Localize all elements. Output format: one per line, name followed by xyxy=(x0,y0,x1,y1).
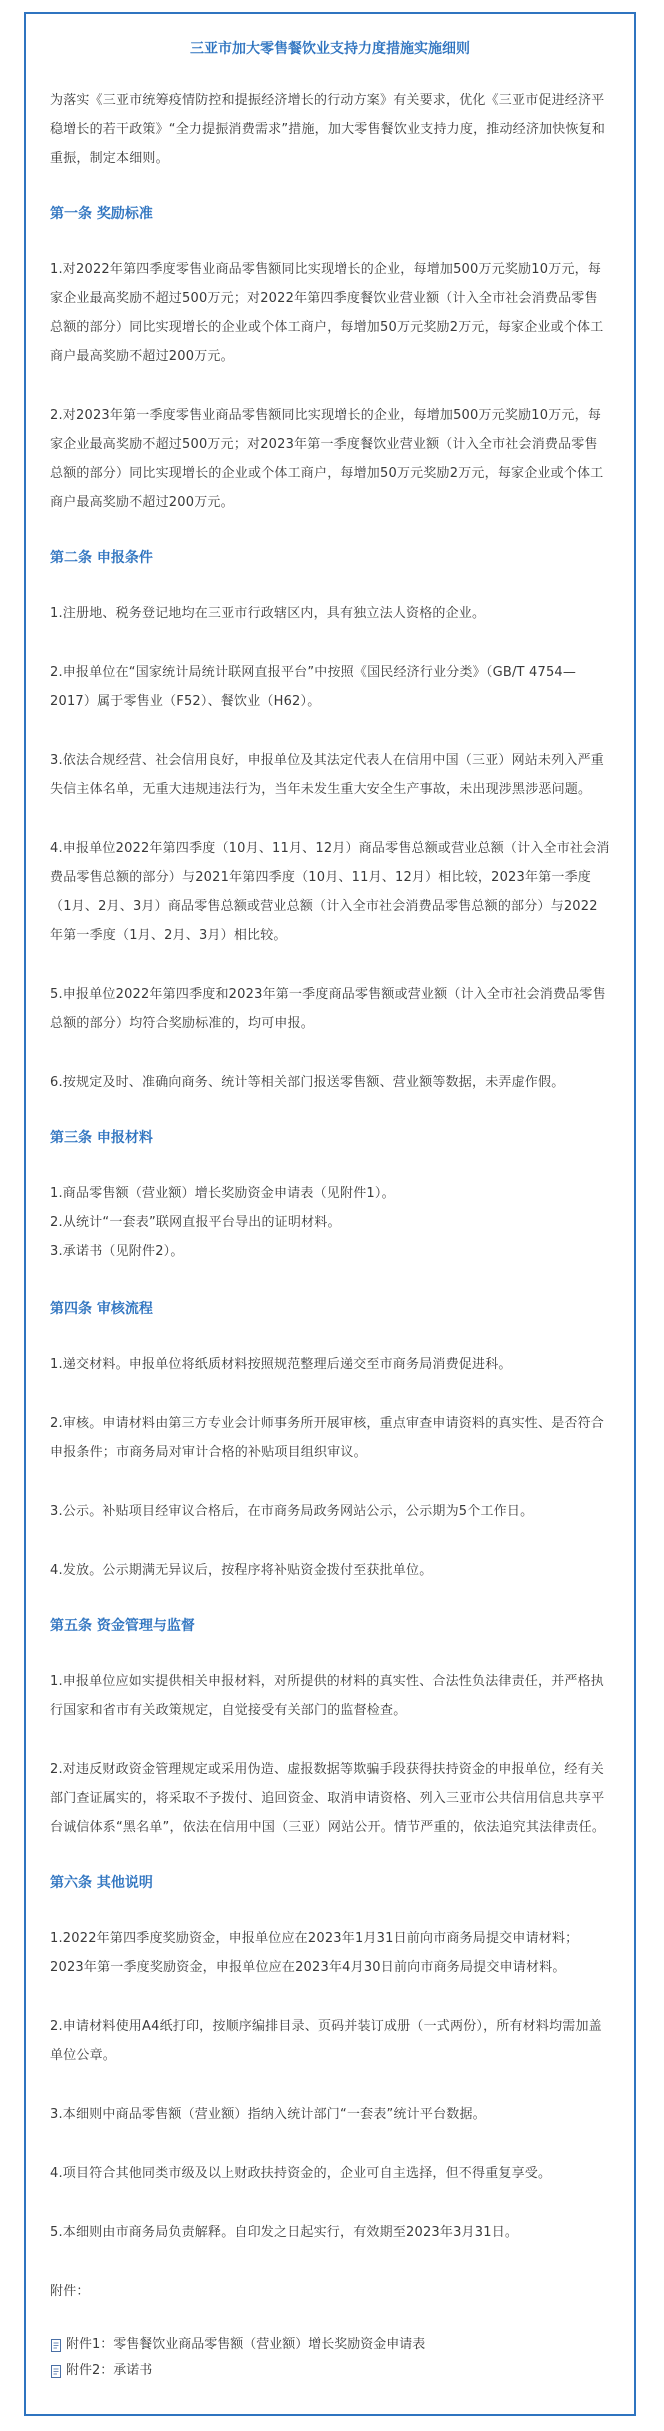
document-icon xyxy=(50,2339,63,2352)
attachments-label: 附件： xyxy=(50,2284,90,2299)
section-4-paragraph: 3.公示。补贴项目经审议合格后，在市商务局政务网站公示，公示期为5个工作日。 xyxy=(50,1504,534,1519)
section-2-paragraph: 6.按规定及时、准确向商务、统计等相关部门报送零售额、营业额等数据，未弄虚作假。 xyxy=(50,1075,565,1090)
section-3-list-item: 1.商品零售额（营业额）增长奖励资金申请表（见附件1）。 xyxy=(50,1186,395,1201)
section-1-paragraph: 2.对2023年第一季度零售业商品零售额同比实现增长的企业，每增加500万元奖励10万元，每家企业最高奖励不超过500万元；对2023年第一季度餐饮业营业额（计入全市社会消费品零售总额的部分）同比实现增长的企业或个体工商户，每增加50万元奖励2万元，每家企业或个体工商户最高奖励不超过200万元。 xyxy=(50,408,604,510)
section-heading-2: 第二条 申报条件 xyxy=(50,550,153,566)
attachment-label: 附件1：零售餐饮业商品零售额（营业额）增长奖励资金申请表 xyxy=(66,2337,426,2352)
section-heading-6: 第六条 其他说明 xyxy=(50,1875,153,1891)
section-heading-1: 第一条 奖励标准 xyxy=(50,206,153,222)
section-5-paragraph: 2.对违反财政资金管理规定或采用伪造、虚报数据等欺骗手段获得扶持资金的申报单位，经有关部门查证属实的，将采取不予拨付、追回资金、取消申请资格、列入三亚市公共信用信息共享平台诚信体系“黑名单”，依法在信用中国（三亚）网站公开。情节严重的，依法追究其法律责任。 xyxy=(50,1762,606,1835)
section-4-paragraph: 2.审核。申请材料由第三方专业会计师事务所开展审核，重点审查申请资料的真实性、是否符合申报条件；市商务局对审计合格的补贴项目组织审议。 xyxy=(50,1416,605,1460)
section-6-paragraph: 5.本细则由市商务局负责解释。自印发之日起实行，有效期至2023年3月31日。 xyxy=(50,2225,519,2240)
section-2-paragraph: 5.申报单位2022年第四季度和2023年第一季度商品零售额或营业额（计入全市社会消费品零售总额的部分）均符合奖励标准的，均可申报。 xyxy=(50,987,606,1031)
section-6-paragraph: 4.项目符合其他同类市级及以上财政扶持资金的，企业可自主选择，但不得重复享受。 xyxy=(50,2166,552,2181)
section-4-paragraph: 4.发放。公示期满无异议后，按程序将补贴资金拨付至获批单位。 xyxy=(50,1563,433,1578)
section-2-paragraph: 2.申报单位在“国家统计局统计联网直报平台”中按照《国民经济行业分类》（GB/T 4754—2017）属于零售业（F52）、餐饮业（H62）。 xyxy=(50,665,577,709)
section-heading-4: 第四条 审核流程 xyxy=(50,1301,153,1317)
section-1-paragraph: 1.对2022年第四季度零售业商品零售额同比实现增长的企业，每增加500万元奖励10万元，每家企业最高奖励不超过500万元；对2022年第四季度餐饮业营业额（计入全市社会消费品零售总额的部分）同比实现增长的企业或个体工商户，每增加50万元奖励2万元，每家企业或个体工商户最高奖励不超过200万元。 xyxy=(50,262,604,364)
document-body xyxy=(26,14,634,2384)
section-4-paragraph: 1.递交材料。申报单位将纸质材料按照规范整理后递交至市商务局消费促进科。 xyxy=(50,1357,512,1372)
section-6-paragraph: 2.申请材料使用A4纸打印，按顺序编排目录、页码并装订成册（一式两份），所有材料均需加盖单位公章。 xyxy=(50,2019,602,2063)
document-icon xyxy=(50,2365,63,2378)
attachment-link-2[interactable] xyxy=(50,2358,610,2384)
section-2-paragraph: 1.注册地、税务登记地均在三亚市行政辖区内，具有独立法人资格的企业。 xyxy=(50,606,486,621)
section-5-paragraph: 1.申报单位应如实提供相关申报材料，对所提供的材料的真实性、合法性负法律责任，并严格执行国家和省市有关政策规定，自觉接受有关部门的监督检查。 xyxy=(50,1674,605,1718)
section-6-paragraph: 1.2022年第四季度奖励资金，申报单位应在2023年1月31日前向市商务局提交申请材料；2023年第一季度奖励资金，申报单位应在2023年4月30日前向市商务局提交申请材料。 xyxy=(50,1931,579,1975)
section-2-paragraph: 3.依法合规经营、社会信用良好，申报单位及其法定代表人在信用中国（三亚）网站未列入严重失信主体名单，无重大违规违法行为，当年未发生重大安全生产事故，未出现涉黑涉恶问题。 xyxy=(50,753,605,797)
section-2-paragraph: 4.申报单位2022年第四季度（10月、11月、12月）商品零售总额或营业总额（计入全市社会消费品零售总额的部分）与2021年第四季度（10月、11月、12月）相比较，2023年第一季度（1月、2月、3月）商品零售总额或营业总额（计入全市社会消费品零售总额的部分）与2022年第一季度（1月、2月、3月）相比较。 xyxy=(50,841,610,943)
intro-paragraph: 为落实《三亚市统筹疫情防控和提振经济增长的行动方案》有关要求，优化《三亚市促进经济平稳增长的若干政策》“全力提振消费需求”措施，加大零售餐饮业支持力度，推动经济加快恢复和重振，制定本细则。 xyxy=(50,93,606,166)
section-3-list-item: 2.从统计“一套表”联网直报平台导出的证明材料。 xyxy=(50,1215,341,1230)
attachment-link-1[interactable] xyxy=(50,2332,610,2358)
document-title: 三亚市加大零售餐饮业支持力度措施实施细则 xyxy=(190,41,470,57)
section-3-list-item: 3.承诺书（见附件2）。 xyxy=(50,1244,184,1259)
attachment-label: 附件2：承诺书 xyxy=(66,2363,153,2378)
section-heading-3: 第三条 申报材料 xyxy=(50,1130,153,1146)
document-frame xyxy=(24,12,636,2416)
section-6-paragraph: 3.本细则中商品零售额（营业额）指纳入统计部门“一套表”统计平台数据。 xyxy=(50,2107,486,2122)
section-heading-5: 第五条 资金管理与监督 xyxy=(50,1618,195,1634)
